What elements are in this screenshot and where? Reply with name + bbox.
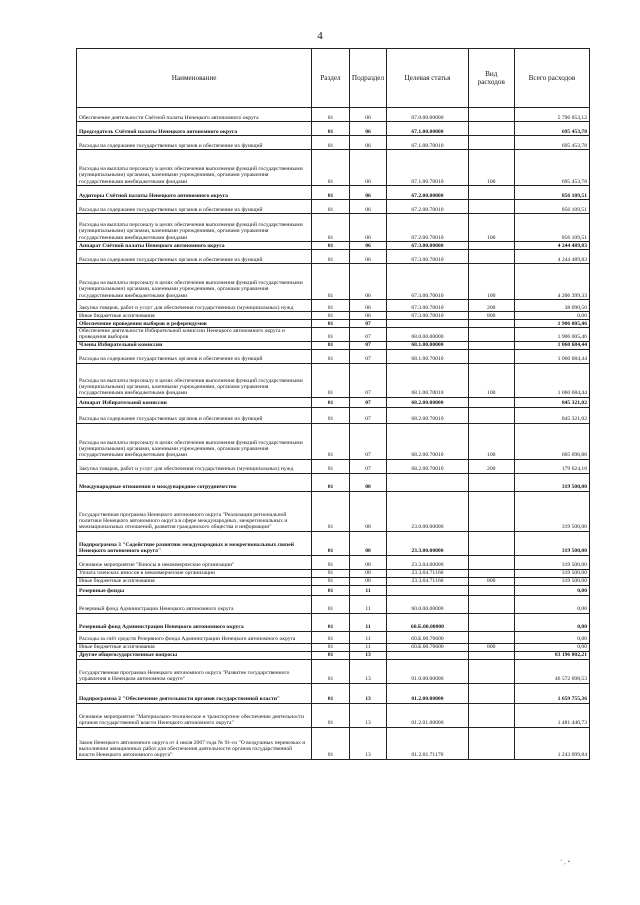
row-subsection: 07 [349,407,387,423]
row-type [468,136,514,150]
row-type [468,613,514,631]
table-row [77,473,590,491]
row-target: 67.3.00.70010 [387,250,468,264]
row-section: 01 [312,136,350,150]
row-total: 179 624,16 [514,459,589,473]
row-total: 319 500,00 [514,473,589,491]
row-total: 1 906 005,46 [514,328,589,342]
row-name: Основное мероприятие "Взносы в некоммерческие организации" [77,555,312,569]
row-target: 67.1.00.70010 [387,150,468,186]
row-name: Председатель Счётной палаты Ненецкого автономного округа [77,122,312,136]
table-row [77,613,590,631]
table-row [77,397,590,407]
row-target: 67.3.00.70010 [387,264,468,300]
row-subsection: 08 [349,569,387,577]
row-target: 67.3.00.70010 [387,312,468,320]
row-name: Государственная программа Ненецкого автономного округа "Реализация региональной политики Ненецкого автономного округа в сфере международных, межрегиональных и межнациональных отношений, развития гражданского общества и информации" [77,491,312,531]
row-name: Расходы на содержание государственных органов и обеспечение их функций [77,250,312,264]
row-type: 100 [468,150,514,186]
row-target: 60.0.00.00000 [387,595,468,613]
row-type: 800 [468,312,514,320]
table-row [77,150,590,186]
table-row [77,186,590,200]
row-subsection: 08 [349,531,387,555]
table-row [77,643,590,651]
row-total: 0,00 [514,595,589,613]
row-total: 83 196 002,21 [514,651,589,659]
table-row [77,491,590,531]
row-type [468,727,514,759]
row-target: 67.0.00.00000 [387,108,468,122]
row-target: 60.Б.00.00000 [387,613,468,631]
row-section: 01 [312,108,350,122]
row-type: 100 [468,363,514,397]
row-target: 68.1.00.70010 [387,363,468,397]
row-total: 0,00 [514,613,589,631]
row-subsection: 11 [349,613,387,631]
row-subsection: 13 [349,703,387,727]
row-total: 319 500,00 [514,531,589,555]
row-total: 0,00 [514,631,589,643]
row-target: 67.2.00.70010 [387,214,468,242]
row-subsection: 06 [349,186,387,200]
row-section: 01 [312,555,350,569]
row-name: Государственная программа Ненецкого автономного округа "Развитие государственного управления в Ненецком автономном округе" [77,659,312,683]
row-subsection: 06 [349,312,387,320]
row-target: 68.2.00.00000 [387,397,468,407]
row-subsection: 06 [349,250,387,264]
row-section: 01 [312,320,350,328]
row-target [387,473,468,491]
row-name: Резервные фонды [77,585,312,595]
row-name: Закупка товаров, работ и услуг для обеспечения государственных (муниципальных) нужд [77,300,312,312]
row-subsection: 11 [349,595,387,613]
row-total: 856 109,51 [514,214,589,242]
row-name: Иные бюджетные ассигнования [77,312,312,320]
row-target: 68.1.00.70010 [387,349,468,363]
row-type: 100 [468,264,514,300]
row-target: 23.3.04.00000 [387,555,468,569]
row-total: 38 090,50 [514,300,589,312]
row-type [468,341,514,349]
row-name: Расходы на выплаты персоналу в целях обеспечения выполнения функций государственными (муниципальными) органами, казенными учреждениями, органами управления государственными внебюджетными фондами [77,264,312,300]
row-name: Обеспечение проведения выборов и референдумов [77,320,312,328]
table-row [77,242,590,250]
row-type [468,531,514,555]
scan-marks: ‘ , • [560,858,571,866]
row-target: 01.2.01.00000 [387,703,468,727]
table-row [77,659,590,683]
row-subsection: 13 [349,727,387,759]
row-subsection: 07 [349,397,387,407]
row-total: 856 109,51 [514,186,589,200]
table-header-row [77,49,590,108]
row-total: 4 244 489,83 [514,242,589,250]
row-name: Расходы на содержание государственных органов и обеспечение их функций [77,349,312,363]
row-type [468,595,514,613]
row-type [468,122,514,136]
table-row [77,407,590,423]
row-subsection: 08 [349,555,387,569]
row-name: Иные бюджетные ассигнования [77,643,312,651]
table-row [77,200,590,214]
row-name: Подпрограмма 3 "Содействие развитию международных и межрегиональных связей Ненецкого автономного округа" [77,531,312,555]
header-subsection: Подраздел [349,49,387,108]
row-total: 0,00 [514,312,589,320]
row-type [468,491,514,531]
row-name: Основное мероприятие "Материально-техническое и транспортное обеспечение деятельности органов государственной власти Ненецкого автономного округа" [77,703,312,727]
row-type [468,651,514,659]
row-section: 01 [312,595,350,613]
table-row [77,328,590,342]
row-name: Закупка товаров, работ и услуг для обеспечения государственных (муниципальных) нужд [77,459,312,473]
row-subsection: 13 [349,683,387,703]
row-name: Обеспечение деятельности Избирательной комиссии Ненецкого автономного округа и проведения выборов [77,328,312,342]
row-total: 319 500,00 [514,555,589,569]
row-section: 01 [312,683,350,703]
table-row [77,300,590,312]
row-subsection: 06 [349,200,387,214]
row-type [468,659,514,683]
row-subsection: 07 [349,363,387,397]
header-total: Всего расходов [514,49,589,108]
row-name: Аудиторы Счётной палаты Ненецкого автономного округа [77,186,312,200]
row-total: 1 906 005,46 [514,320,589,328]
row-section: 01 [312,631,350,643]
row-total: 5 796 053,12 [514,108,589,122]
row-subsection: 07 [349,328,387,342]
row-type [468,242,514,250]
table-row [77,264,590,300]
table-row [77,136,590,150]
row-total: 1 060 684,44 [514,363,589,397]
table-row [77,703,590,727]
row-total: 4 206 399,33 [514,264,589,300]
row-type: 100 [468,423,514,459]
row-total: 845 321,02 [514,397,589,407]
table-row [77,577,590,585]
table-row [77,312,590,320]
row-section: 01 [312,473,350,491]
row-total: 1 659 755,36 [514,683,589,703]
row-type [468,328,514,342]
row-total: 319 500,00 [514,569,589,577]
row-name: Расходы на выплаты персоналу в целях обеспечения выполнения функций государственными (муниципальными) органами, казенными учреждениями, органами управления государственными внебюджетными фондами [77,214,312,242]
row-type [468,320,514,328]
row-subsection: 11 [349,631,387,643]
header-target: Целевая статья [387,49,468,108]
row-type [468,683,514,703]
row-section: 01 [312,491,350,531]
row-subsection: 11 [349,585,387,595]
table-row [77,122,590,136]
row-type [468,703,514,727]
table-row [77,727,590,759]
row-name: Расходы за счёт средств Резервного фонда Администрации Ненецкого автономного округа [77,631,312,643]
row-target: 68.1.00.00000 [387,341,468,349]
row-total: 4 244 489,83 [514,250,589,264]
row-name: Расходы на выплаты персоналу в целях обеспечения выполнения функций государственными (муниципальными) органами, казенными учреждениями, органами управления государственными внебюджетными фондами [77,423,312,459]
row-section: 01 [312,242,350,250]
row-subsection: 08 [349,473,387,491]
row-section: 01 [312,459,350,473]
row-target [387,651,468,659]
row-total: 695 453,78 [514,122,589,136]
row-section: 01 [312,200,350,214]
table-row [77,595,590,613]
row-section: 01 [312,328,350,342]
row-subsection: 07 [349,341,387,349]
row-target: 68.2.00.70010 [387,459,468,473]
row-section: 01 [312,349,350,363]
row-section: 01 [312,577,350,585]
row-subsection: 08 [349,577,387,585]
row-target: 01.2.00.00000 [387,683,468,703]
row-total: 0,00 [514,585,589,595]
row-section: 01 [312,643,350,651]
table-row [77,320,590,328]
row-total: 856 109,51 [514,200,589,214]
row-subsection: 06 [349,108,387,122]
row-section: 01 [312,407,350,423]
row-type [468,397,514,407]
row-subsection: 06 [349,300,387,312]
table-row [77,363,590,397]
row-name: Члены Избирательной комиссии [77,341,312,349]
row-name: Другие общегосударственные вопросы [77,651,312,659]
row-name: Расходы на выплаты персоналу в целях обеспечения выполнения функций государственными (муниципальными) органами, казенными учреждениями, органами управления государственными внебюджетными фондами [77,150,312,186]
row-name: Подпрограмма 2 "Обеспечение деятельности органов государственной власти" [77,683,312,703]
row-subsection: 06 [349,242,387,250]
row-section: 01 [312,659,350,683]
table-row [77,585,590,595]
row-target [387,320,468,328]
row-type [468,407,514,423]
row-section: 01 [312,122,350,136]
row-section: 01 [312,613,350,631]
row-total: 1 481 440,73 [514,703,589,727]
table-row [77,341,590,349]
table-row [77,569,590,577]
table-row [77,459,590,473]
row-type [468,349,514,363]
page-number: 4 [317,30,323,42]
row-target: 68.0.00.00000 [387,328,468,342]
row-section: 01 [312,585,350,595]
row-section: 01 [312,214,350,242]
row-total: 0,00 [514,643,589,651]
row-section: 01 [312,312,350,320]
row-subsection: 06 [349,264,387,300]
table-row [77,423,590,459]
row-name: Закон Ненецкого автономного округа от 4 июля 2007 года № 91-оз "О воздушных перевозках и выполнении авиационных работ для обеспечения деятельности органов государственной власти Ненецкого автономного округа" [77,727,312,759]
row-target: 23.3.04.71160 [387,569,468,577]
row-type [468,631,514,643]
table-row [77,108,590,122]
row-subsection: 06 [349,136,387,150]
row-total: 1 243 099,84 [514,727,589,759]
table-row [77,651,590,659]
row-name: Расходы на выплаты персоналу в целях обеспечения выполнения функций государственными (муниципальными) органами, казенными учреждениями, органами управления государственными внебюджетными фондами [77,363,312,397]
row-type [468,585,514,595]
row-total: 1 060 684,44 [514,341,589,349]
row-target: 01.0.00.00000 [387,659,468,683]
row-target: 68.2.00.70010 [387,407,468,423]
row-type: 800 [468,577,514,585]
row-subsection: 06 [349,150,387,186]
row-target: 23.3.00.00000 [387,531,468,555]
table-row [77,214,590,242]
header-type: Вид расходов [468,49,514,108]
row-type [468,473,514,491]
row-name: Уплата членских взносов в некоммерческие организации [77,569,312,577]
row-type [468,108,514,122]
row-target: 60.Б.00.70600 [387,643,468,651]
row-subsection: 07 [349,349,387,363]
row-total: 319 500,00 [514,577,589,585]
row-subsection: 07 [349,423,387,459]
row-name: Аппарат Избирательной комиссии [77,397,312,407]
row-type [468,186,514,200]
row-type [468,200,514,214]
row-type: 800 [468,643,514,651]
row-type: 200 [468,459,514,473]
table-row [77,683,590,703]
row-total: 695 453,78 [514,136,589,150]
row-subsection: 11 [349,643,387,651]
row-name: Международные отношения и международное сотрудничество [77,473,312,491]
row-type: 100 [468,214,514,242]
row-name: Резервный фонд Администрации Ненецкого автономного округа [77,595,312,613]
row-subsection: 13 [349,659,387,683]
row-target: 01.2.01.71170 [387,727,468,759]
row-name: Обеспечение деятельности Счётной палаты Ненецкого автономного округа [77,108,312,122]
row-total: 1 060 684,44 [514,349,589,363]
row-subsection: 06 [349,122,387,136]
row-name: Расходы на содержание государственных органов и обеспечение их функций [77,136,312,150]
row-name: Резервный фонд Администрации Ненецкого автономного округа [77,613,312,631]
table-row [77,631,590,643]
row-name: Иные бюджетные ассигнования [77,577,312,585]
table-row [77,555,590,569]
row-target: 67.1.00.70010 [387,136,468,150]
row-section: 01 [312,397,350,407]
row-name: Расходы на содержание государственных органов и обеспечение их функций [77,200,312,214]
row-total: 845 321,02 [514,407,589,423]
row-target: 23.0.00.00000 [387,491,468,531]
row-target [387,585,468,595]
row-type [468,569,514,577]
row-section: 01 [312,250,350,264]
table-row [77,349,590,363]
row-target: 68.2.00.70010 [387,423,468,459]
row-section: 01 [312,531,350,555]
row-section: 01 [312,186,350,200]
row-section: 01 [312,264,350,300]
row-section: 01 [312,703,350,727]
row-total: 319 500,00 [514,491,589,531]
row-target: 67.1.00.00000 [387,122,468,136]
row-section: 01 [312,363,350,397]
table-row [77,531,590,555]
row-name: Расходы на содержание государственных органов и обеспечение их функций [77,407,312,423]
row-type: 200 [468,300,514,312]
row-total: 695 453,78 [514,150,589,186]
row-target: 23.3.04.71160 [387,577,468,585]
table-row [77,250,590,264]
row-section: 01 [312,341,350,349]
row-section: 01 [312,569,350,577]
row-subsection: 13 [349,651,387,659]
header-section: Раздел [312,49,350,108]
row-total: 46 572 698,53 [514,659,589,683]
row-section: 01 [312,423,350,459]
row-total: 665 696,86 [514,423,589,459]
row-type [468,555,514,569]
row-type [468,250,514,264]
row-target: 60.Б.00.70600 [387,631,468,643]
table-body [77,108,590,760]
row-name: Аппарат Счётной палаты Ненецкого автономного округа [77,242,312,250]
row-subsection: 07 [349,459,387,473]
row-section: 01 [312,300,350,312]
row-target: 67.2.00.00000 [387,186,468,200]
header-name: Наименование [77,49,312,108]
row-target: 67.3.00.70010 [387,300,468,312]
row-subsection: 08 [349,491,387,531]
budget-table [76,48,590,760]
row-subsection: 07 [349,320,387,328]
row-subsection: 06 [349,214,387,242]
row-target: 67.3.00.00000 [387,242,468,250]
row-section: 01 [312,651,350,659]
row-section: 01 [312,150,350,186]
row-section: 01 [312,727,350,759]
row-target: 67.2.00.70010 [387,200,468,214]
